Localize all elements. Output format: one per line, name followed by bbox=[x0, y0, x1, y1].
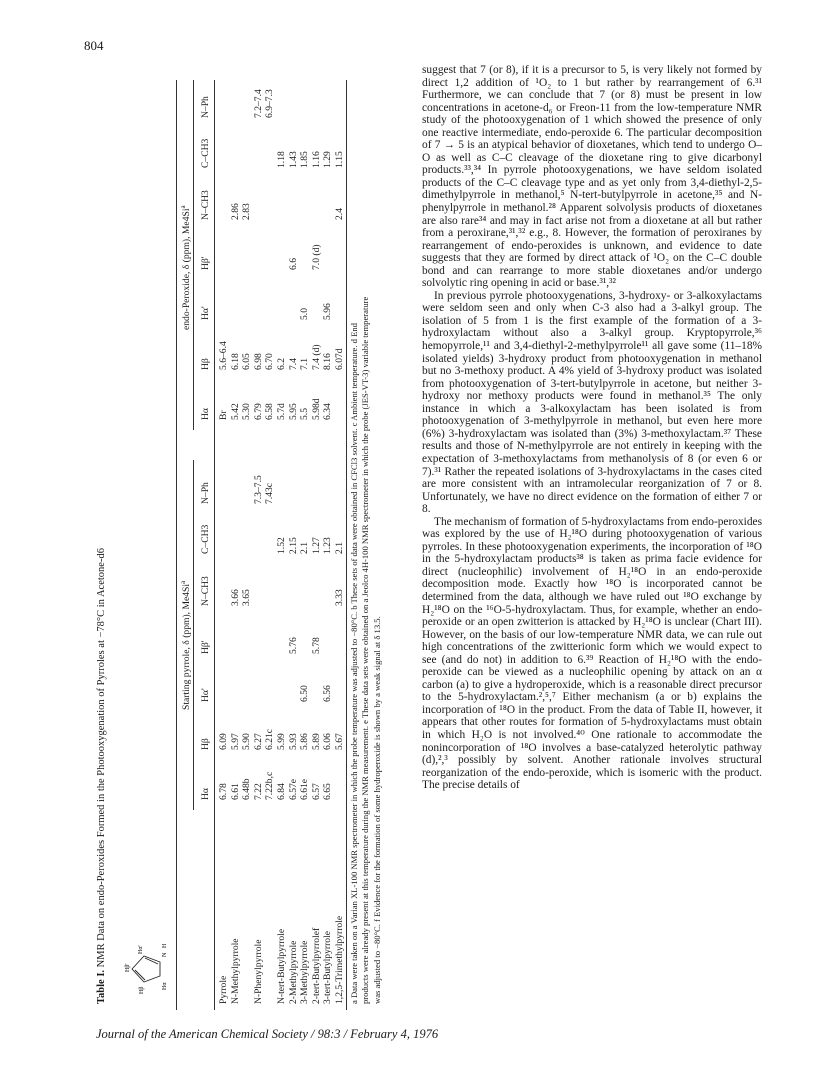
table-row bbox=[218, 80, 229, 1010]
table-bottom-rule bbox=[346, 80, 347, 1010]
structure-label: Hβ' bbox=[125, 963, 131, 972]
peroxide-value-cell: 6.18 bbox=[229, 353, 241, 370]
peroxide-value-cell: 5.30 bbox=[241, 403, 253, 420]
peroxide-value-cell: 1.85 bbox=[299, 151, 311, 168]
starting-value-cell: 7.22b,c bbox=[264, 771, 276, 800]
structure-label: Hα bbox=[162, 982, 168, 990]
peroxide-value-cell: 7.1 bbox=[299, 358, 311, 370]
starting-value-cell: 6.78 bbox=[218, 783, 229, 800]
starting-column-header: Hβ bbox=[200, 738, 211, 750]
peroxide-value-cell: 6.07d bbox=[334, 348, 345, 370]
table-row bbox=[264, 80, 275, 1010]
peroxide-column-header: N–CH3 bbox=[200, 190, 211, 220]
peroxide-value-cell: 6.2 bbox=[276, 358, 287, 370]
table-row bbox=[299, 80, 310, 1010]
row-compound-name: 2-tert-Butylpyrrolef bbox=[310, 927, 322, 1004]
structure-label: H bbox=[162, 943, 168, 948]
table-row bbox=[288, 80, 299, 1010]
peroxide-value-cell: 2.86 bbox=[229, 203, 241, 220]
starting-value-cell: 5.89 bbox=[310, 733, 322, 750]
table-row bbox=[253, 80, 264, 1010]
row-compound-name: Pyrrole bbox=[218, 975, 229, 1004]
starting-value-cell: 3.33 bbox=[334, 589, 345, 606]
peroxide-value-cell: 1.29 bbox=[322, 151, 334, 168]
paragraph-1: suggest that 7 (or 8), if it is a precursor to 5, is very likely not formed by direct 1,2 addition of ¹O₂ to 1 but rather by rearrangement of 6.³¹ Furthermore, we can conclude that 7 (or 8) must be present in low concentrations in acetone-d₆ or Freon-11 from the low-temperature NMR study of the photooxygenation of 1 which showed the presence of only one reactive intermediate, endo-peroxide 6. The particular decomposition of 7 → 5 is an atypical behavior of dioxetanes, which tend to undergo O–O as well as C–C cleavage of the dioxetane ring to give dicarbonyl products.³³,³⁴ In pyrrole photooxygenations, we have seldom isolated products of the C–C cleavage type and as yet only from 3,4-diethyl-2,5-dimethylpyrrole in methanol,⁵ N-tert-butylpyrrole in acetone,³⁵ and N-phenylpyrrole in methanol.²⁸ Apparent solvolysis products of dioxetanes are also rare³⁴ and may in fact arise not from a dioxetane at all but rather from a peroxirane,³¹,³² e.g., 8. However, the formation of peroxiranes by rearrangement of endo-peroxides is unknown, and evidence to date suggests that they are formed by direct attack of ¹O₂ on the C–C double bond and can rearrange to more stable dioxetanes and/or undergo solvolytic ring opening in acid or base.³¹,³² bbox=[422, 64, 762, 290]
row-compound-name: 2-Methylpyrrole bbox=[287, 940, 299, 1004]
starting-value-cell: 6.61 bbox=[229, 783, 241, 800]
peroxide-value-cell: 6.79 bbox=[252, 403, 264, 420]
peroxide-value-cell: 7.4 bbox=[287, 358, 299, 370]
peroxide-column-header: Hβ bbox=[200, 358, 211, 370]
starting-value-cell: 6.65 bbox=[322, 783, 334, 800]
body-text-column bbox=[422, 64, 762, 792]
starting-value-cell: 5.97 bbox=[229, 733, 241, 750]
starting-value-cell: 6.57 bbox=[310, 783, 322, 800]
peroxide-value-cell: 6.70 bbox=[264, 353, 276, 370]
journal-footer: Journal of the American Chemical Society / 98:3 / February 4, 1976 bbox=[96, 1027, 439, 1041]
peroxide-value-cell: 6.34 bbox=[322, 403, 334, 420]
peroxide-value-cell: 6.9–7.3 bbox=[264, 89, 276, 118]
starting-value-cell: 5.78 bbox=[310, 637, 322, 654]
structure-label: N bbox=[162, 952, 168, 957]
footnote-line-2: products were already present at this temperature during the NMR measurement. e These data sets were obtained on a Jeolco 4H-100 NMR spectrometer in which the probe (JES-VT-3) variable temperature bbox=[360, 296, 371, 1004]
group-header-peroxide: endo-Peroxide, δ (ppm), Me4Si$^a$ bbox=[179, 205, 193, 330]
starting-value-cell: 3.65 bbox=[241, 589, 253, 606]
starting-column-header: N–CH3 bbox=[200, 576, 211, 606]
peroxide-column-header: Hα bbox=[200, 408, 211, 420]
paragraph-2: In previous pyrrole photooxygenations, 3-hydroxy- or 3-alkoxylactams were seldom seen and only when C-3 also had a 3-alkyl group. The isolation of 5 from 1 is the first example of the formation of a 3-hydroxylactam without also a 3-alkyl group. Kryptopyrrole,³⁶ hemopyrrole,¹¹ and 3,4-diethyl-2-methylpyrrole¹¹ all gave some (11–18% isolated yields) 3-hydroxy product from photooxygenation in methanol but no 3-methoxy product. A 4% yield of 3-hydroxy product was isolated from photooxygenation of 3-tert-butylpyrrole in acetone, but neither 3-hydroxy nor methoxy products were found in methanol.³⁵ The only instance in which a 3-alkoxylactam has been isolated is from photooxygenation of 3-methylpyrrole in methanol, but even here more (6%) 3-hydroxylactam was isolated than (3%) 3-methoxylactam.³⁷ These results and those of N-methylpyrrole are not entirely in keeping with the expectation of 3-methoxylactams from methanolysis of 8 (or even 6 or 7).³¹ Rather the repeated isolations of 3-hydroxylactams in the cases cited are more consistent with an intramolecular reorganization of 7 or 8. Unfortunately, we have no direct evidence on the formation of either 7 or 8. bbox=[422, 289, 762, 516]
page-number: 804 bbox=[84, 38, 104, 53]
group-rule-left bbox=[193, 460, 194, 810]
starting-column-header: N–Ph bbox=[200, 482, 211, 504]
peroxide-value-cell: 6.05 bbox=[241, 353, 253, 370]
starting-value-cell: 1.23 bbox=[322, 537, 334, 554]
starting-value-cell: 5.86 bbox=[299, 733, 311, 750]
peroxide-value-cell: 5.6–6.4 bbox=[218, 341, 229, 370]
table-row bbox=[322, 80, 333, 1010]
group-header-starting: Starting pyrrole, δ (ppm), Me4Si$^a$ bbox=[179, 580, 193, 710]
starting-value-cell: 2.1 bbox=[334, 542, 345, 554]
table-row bbox=[334, 80, 345, 1010]
peroxide-value-cell: 5.7d bbox=[276, 403, 287, 420]
starting-value-cell: 6.21c bbox=[264, 728, 276, 750]
starting-value-cell: 5.67 bbox=[334, 733, 345, 750]
starting-value-cell: 6.84 bbox=[276, 783, 287, 800]
peroxide-value-cell: 6.58 bbox=[264, 403, 276, 420]
table-caption bbox=[96, 548, 107, 1004]
peroxide-value-cell: 8.16 bbox=[322, 353, 334, 370]
peroxide-value-cell: 5.5 bbox=[299, 408, 311, 420]
row-compound-name: N-Phenylpyrrole bbox=[252, 939, 264, 1004]
row-compound-name: 3-tert-Butylpyrrole bbox=[322, 931, 334, 1004]
footnote-line-1: a Data were taken on a Varian XL-100 NMR spectrometer in which the probe temperature was adjusted to −80°C. b These sets of data were obtained in CFCl3 solvent. c Ambient temperature. d End bbox=[349, 323, 359, 1004]
peroxide-value-cell: 6.98 bbox=[252, 353, 264, 370]
table-row bbox=[276, 80, 287, 1010]
paragraph-3: The mechanism of formation of 5-hydroxylactams from endo-peroxides was explored by the use of H₂¹⁸O during photooxygenation of various pyrroles. In these photooxygenation experiments, the incorporation of ¹⁸O in the 5-hydroxylactam products³⁸ is taken as prima facie evidence for direct (nucleophilic) involvement of H₂¹⁸O in an endo-peroxide decomposition mode. Exactly how ¹⁸O is incorporated cannot be determined from the data, although we have ruled out ¹⁸O exchange by H₂¹⁸O on the ¹⁶O-5-hydroxylactam. Thus, for example, whether an endo-peroxide or an open zwitterion is attacked by H₂¹⁸O is unclear (Chart III). However, on the basis of our low-temperature NMR data, we can rule out high concentrations of the zwitterionic form which we would expect to see (and do not) in addition to 6.³⁹ Reaction of H₂¹⁸O with the endo-peroxide can be viewed as a nucleophilic opening by attack on an α carbon (a) to give a hydroperoxide, which is a reasonable direct precursor to the 5-hydroxylactam.²,⁵,⁷ Either mechanism (a or b) explains the incorporation of ¹⁸O in the product. From the data of Table II, however, it appears that other routes for formation of 5-hydroxylactams must obtain in which H₂O is not involved.⁴⁰ One rationale to accommodate the nonincorporation of ¹⁸O involves a base-catalyzed heterolytic pathway (d),²,³ possibly by solvent. Another rationale involves structural reorganization of the endo-peroxide, which is isomeric with the product. The precise details of bbox=[422, 515, 763, 792]
peroxide-value-cell: 5.42 bbox=[229, 403, 241, 420]
peroxide-column-header: Hα' bbox=[200, 306, 211, 320]
peroxide-value-cell: 7.0 (d) bbox=[310, 244, 322, 270]
table-row bbox=[230, 80, 241, 1010]
starting-value-cell: 6.50 bbox=[299, 685, 311, 702]
peroxide-value-cell: 6.6 bbox=[287, 258, 299, 270]
peroxide-column-header: C–CH3 bbox=[200, 138, 211, 168]
starting-value-cell: 7.3–7.5 bbox=[252, 475, 264, 504]
peroxide-value-cell: 1.16 bbox=[310, 151, 322, 168]
starting-column-header: Hα bbox=[200, 788, 211, 800]
row-compound-name: 3-Methylpyrrole bbox=[299, 940, 311, 1004]
row-compound-name: N-tert-Butylpyrrole bbox=[276, 928, 287, 1004]
peroxide-value-cell: 5.98d bbox=[310, 398, 322, 420]
starting-value-cell: 6.57e bbox=[287, 778, 299, 800]
starting-value-cell: 6.09 bbox=[218, 733, 229, 750]
footnote-line-3: was adjusted to −80°C. f Evidence for the formation of some hydroperoxide is shown by a weak signal at δ 13.5. bbox=[371, 616, 382, 1004]
header-rule-top bbox=[176, 80, 177, 1010]
peroxide-value-cell: 2.83 bbox=[241, 203, 253, 220]
starting-value-cell: 5.76 bbox=[287, 637, 299, 654]
peroxide-value-cell: 1.43 bbox=[287, 151, 299, 168]
starting-value-cell: 2.1 bbox=[299, 542, 311, 554]
starting-value-cell: 6.06 bbox=[322, 733, 334, 750]
starting-value-cell: 1.52 bbox=[276, 537, 287, 554]
header-rule-bottom bbox=[214, 80, 215, 1010]
starting-column-header: Hβ' bbox=[200, 640, 211, 654]
table-row bbox=[311, 80, 322, 1010]
starting-value-cell: 5.90 bbox=[241, 733, 253, 750]
row-compound-name: N-Methylpyrrole bbox=[229, 938, 241, 1004]
peroxide-value-cell: 1.15 bbox=[334, 151, 345, 168]
peroxide-value-cell: 7.4 (d) bbox=[310, 344, 322, 370]
starting-value-cell: 6.56 bbox=[322, 685, 334, 702]
table-footnotes bbox=[349, 84, 383, 1004]
row-compound-name: 1,2,5-Trimethylpyrrole bbox=[334, 915, 345, 1004]
starting-value-cell: 1.27 bbox=[310, 537, 322, 554]
starting-value-cell: 3.66 bbox=[229, 589, 241, 606]
starting-value-cell: 6.27 bbox=[252, 733, 264, 750]
table-label: Table I. bbox=[96, 969, 107, 1004]
starting-column-header: C–CH3 bbox=[200, 524, 211, 554]
starting-value-cell: 2.15 bbox=[287, 537, 299, 554]
starting-value-cell: 6.61e bbox=[299, 778, 311, 800]
group-rule-right bbox=[193, 80, 194, 430]
starting-value-cell: 7.22 bbox=[252, 783, 264, 800]
peroxide-value-cell: 7.2–7.4 bbox=[252, 89, 264, 118]
peroxide-column-header: N–Ph bbox=[200, 96, 211, 118]
starting-value-cell: 7.43c bbox=[264, 482, 276, 504]
peroxide-value-cell: Br bbox=[218, 410, 229, 420]
table-title: NMR Data on endo-Peroxides Formed in the Photooxygenation of Pyrroles at −78°C in Acetone-d6 bbox=[96, 548, 107, 968]
rotated-table bbox=[96, 52, 405, 1010]
table-row bbox=[241, 80, 252, 1010]
starting-value-cell: 5.99 bbox=[276, 733, 287, 750]
structure-label: Hα' bbox=[138, 945, 144, 954]
pyrrole-structure bbox=[122, 934, 172, 1004]
starting-value-cell: 6.48b bbox=[241, 778, 253, 800]
starting-column-header: Hα' bbox=[200, 688, 211, 702]
peroxide-value-cell: 1.18 bbox=[276, 151, 287, 168]
peroxide-value-cell: 5.96 bbox=[322, 303, 334, 320]
peroxide-value-cell: 2.4 bbox=[334, 208, 345, 220]
peroxide-value-cell: 5.95 bbox=[287, 403, 299, 420]
structure-label: Hβ bbox=[139, 986, 145, 994]
peroxide-value-cell: 5.0 bbox=[299, 308, 311, 320]
peroxide-column-header: Hβ' bbox=[200, 256, 211, 270]
starting-value-cell: 5.93 bbox=[287, 733, 299, 750]
